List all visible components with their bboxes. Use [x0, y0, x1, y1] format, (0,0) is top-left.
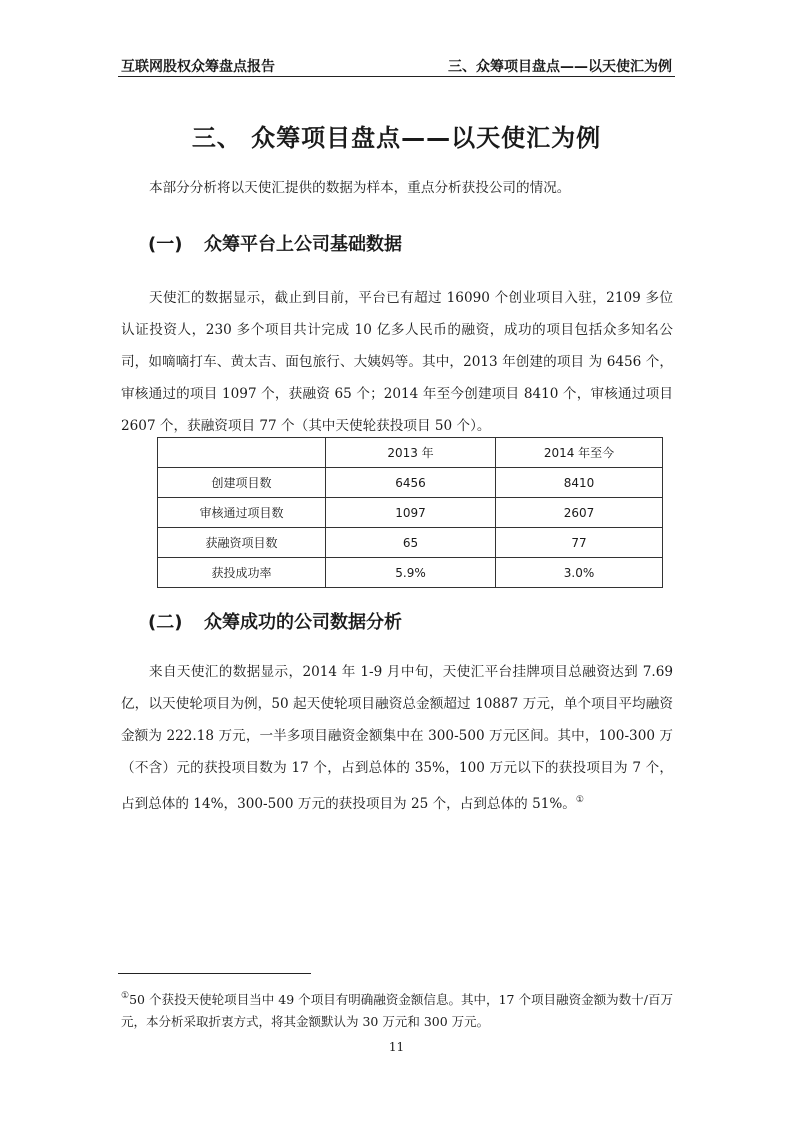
table-cell	[158, 438, 326, 468]
header-chapter-title: 三、众筹项目盘点——以天使汇为例	[448, 59, 672, 75]
table-row	[158, 498, 663, 528]
section-1-heading	[148, 230, 402, 256]
table-cell: 创建项目数	[158, 468, 326, 498]
section-1-number: (一)	[148, 234, 183, 255]
table-cell: 65	[326, 528, 496, 558]
table-header-2013: 2013 年	[326, 438, 496, 468]
table-cell: 审核通过项目数	[158, 498, 326, 528]
table-cell: 5.9%	[326, 558, 496, 588]
header-report-title: 互联网股权众筹盘点报告	[121, 59, 275, 75]
table-cell: 6456	[326, 468, 496, 498]
footnote-mark: ①	[121, 991, 130, 1001]
section-2-heading	[148, 608, 402, 634]
table-row	[158, 528, 663, 558]
chapter-title: 三、 众筹项目盘点——以天使汇为例	[191, 124, 602, 152]
section-1-title: 众筹平台上公司基础数据	[204, 234, 402, 255]
section-2-number: (二)	[148, 612, 183, 633]
table-header-row	[158, 438, 663, 468]
table-cell: 1097	[326, 498, 496, 528]
section-2-paragraph	[121, 656, 673, 820]
footnote-divider	[118, 973, 311, 974]
table-cell: 77	[496, 528, 663, 558]
section-1-paragraph: 天使汇的数据显示，截止到目前，平台已有超过 16090 个创业项目入驻，2109 多位认证投资人，230 多个项目共计完成 10 亿多人民币的融资，成功的项目包括众多知名公司，如嘀嘀打车、黄太吉、面包旅行、大姨妈等。其中，2013 年创建的项目 为 6456 个，审核通过的项目 1097 个，获融资 65 个；2014 年至今创建项目 8410 个，审核通过项目 2607 个，获融资项目 77 个（其中天使轮获投项目 50 个）。	[121, 290, 673, 434]
table-cell: 获投成功率	[158, 558, 326, 588]
footnote-text: 50 个获投天使轮项目当中 49 个项目有明确融资金额信息。其中，17 个项目融资金额为数十/百万元，本分析采取折衷方式，将其金额默认为 30 万元和 300 万元。	[121, 992, 674, 1029]
statistics-table	[157, 437, 663, 588]
table-cell: 8410	[496, 468, 663, 498]
table-cell: 3.0%	[496, 558, 663, 588]
footnote	[121, 985, 673, 1033]
section-2-text: 来自天使汇的数据显示，2014 年 1-9 月中旬，天使汇平台挂牌项目总融资达到 7.69 亿，以天使轮项目为例，50 起天使轮项目融资总金额超过 10887 万元，单个项目平均融资金额为 222.18 万元，一半多项目融资金额集中在 300-500 万元区间。其中，100-300 万（不含）元的获投项目数为 17 个，占到总体的 35%，100 万元以下的获投项目为 7 个，占到总体的 14%，300-500 万元的获投项目为 25 个，占到总体的 51%。	[121, 664, 673, 812]
footnote-reference[interactable]: ①	[575, 795, 584, 805]
table-row	[158, 558, 663, 588]
section-2-title: 众筹成功的公司数据分析	[204, 612, 402, 633]
intro-paragraph: 本部分分析将以天使汇提供的数据为样本，重点分析获投公司的情况。	[149, 180, 571, 196]
table-cell: 获融资项目数	[158, 528, 326, 558]
page-number: 11	[388, 1040, 405, 1054]
header-divider	[118, 76, 675, 77]
table-row	[158, 468, 663, 498]
table-cell: 2607	[496, 498, 663, 528]
table-header-2014: 2014 年至今	[496, 438, 663, 468]
